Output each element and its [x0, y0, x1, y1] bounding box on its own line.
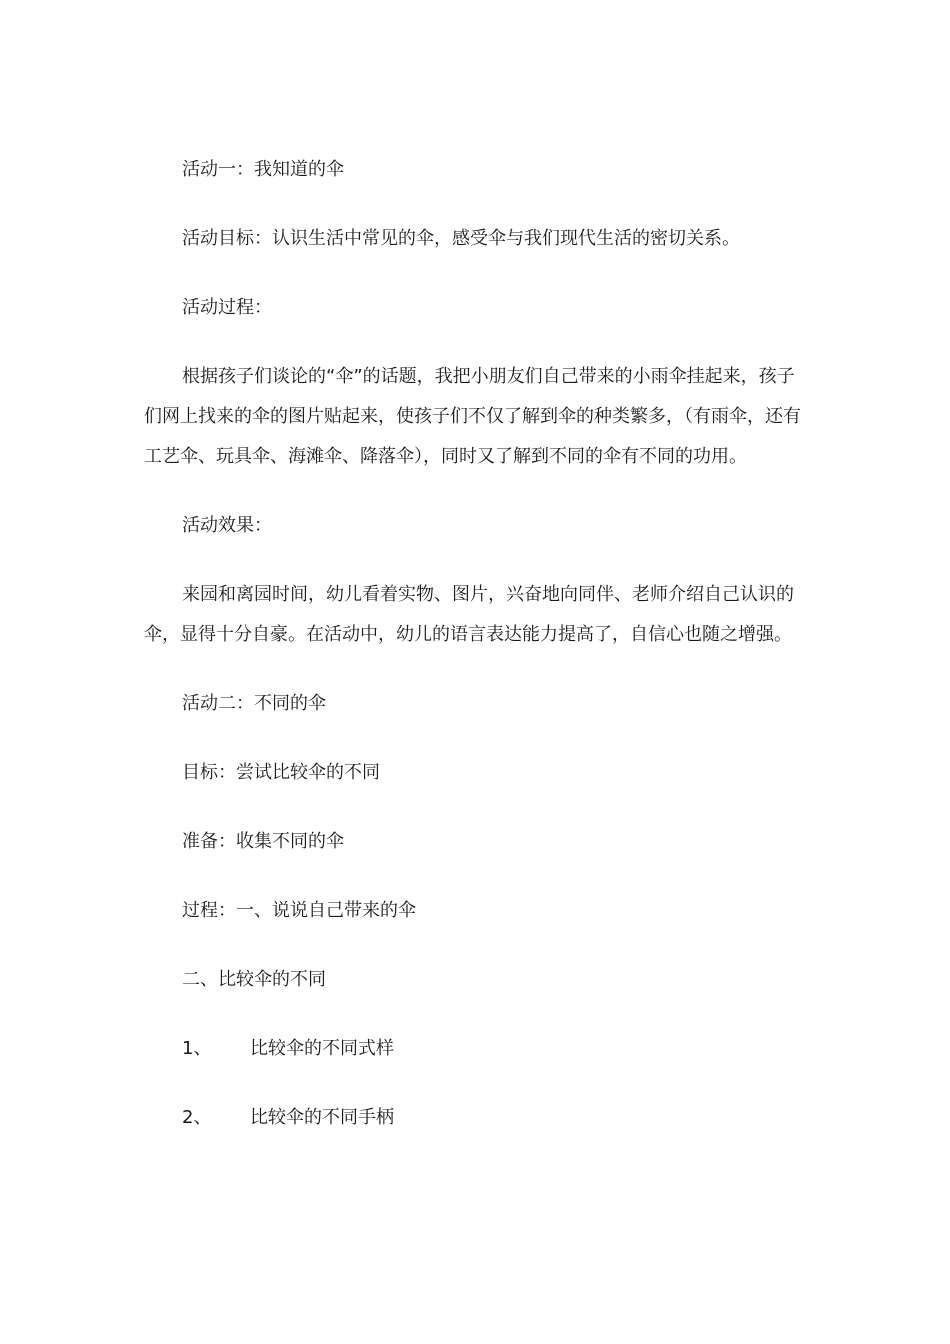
activity2-title: 活动二：不同的伞: [182, 693, 326, 714]
list-item-text: 比较伞的不同手柄: [250, 1107, 394, 1128]
activity2-step2: 二、比较伞的不同: [182, 969, 326, 990]
list-item: [144, 1098, 809, 1138]
document-body: [144, 150, 809, 1138]
activity2-goal: 目标：尝试比较伞的不同: [182, 762, 380, 783]
activity1-effect-label: 活动效果：: [182, 515, 272, 536]
activity2-process: 过程：一、说说自己带来的伞: [182, 900, 416, 921]
activity1-process-label: 活动过程：: [182, 297, 272, 318]
activity1-effect-text: 来园和离园时间，幼儿看着实物、图片，兴奋地向同伴、老师介绍自己认识的伞，显得十分自豪。在活动中，幼儿的语言表达能力提高了，自信心也随之增强。: [144, 584, 794, 645]
list-item: [144, 1029, 809, 1069]
list-item-number: 1、: [182, 1038, 212, 1059]
activity1-goal: 活动目标：认识生活中常见的伞，感受伞与我们现代生活的密切关系。: [182, 228, 740, 249]
list-item-number: 2、: [182, 1107, 212, 1128]
activity2-prep: 准备：收集不同的伞: [182, 831, 344, 852]
activity1-process-text: 根据孩子们谈论的“伞”的话题，我把小朋友们自己带来的小雨伞挂起来，孩子们网上找来的伞的图片贴起来，使孩子们不仅了解到伞的种类繁多，（有雨伞，还有工艺伞、玩具伞、海滩伞、降落伞），同时又了解到不同的伞有不同的功用。: [144, 366, 801, 467]
list-item-text: 比较伞的不同式样: [250, 1038, 394, 1059]
activity1-title: 活动一：我知道的伞: [182, 159, 344, 180]
